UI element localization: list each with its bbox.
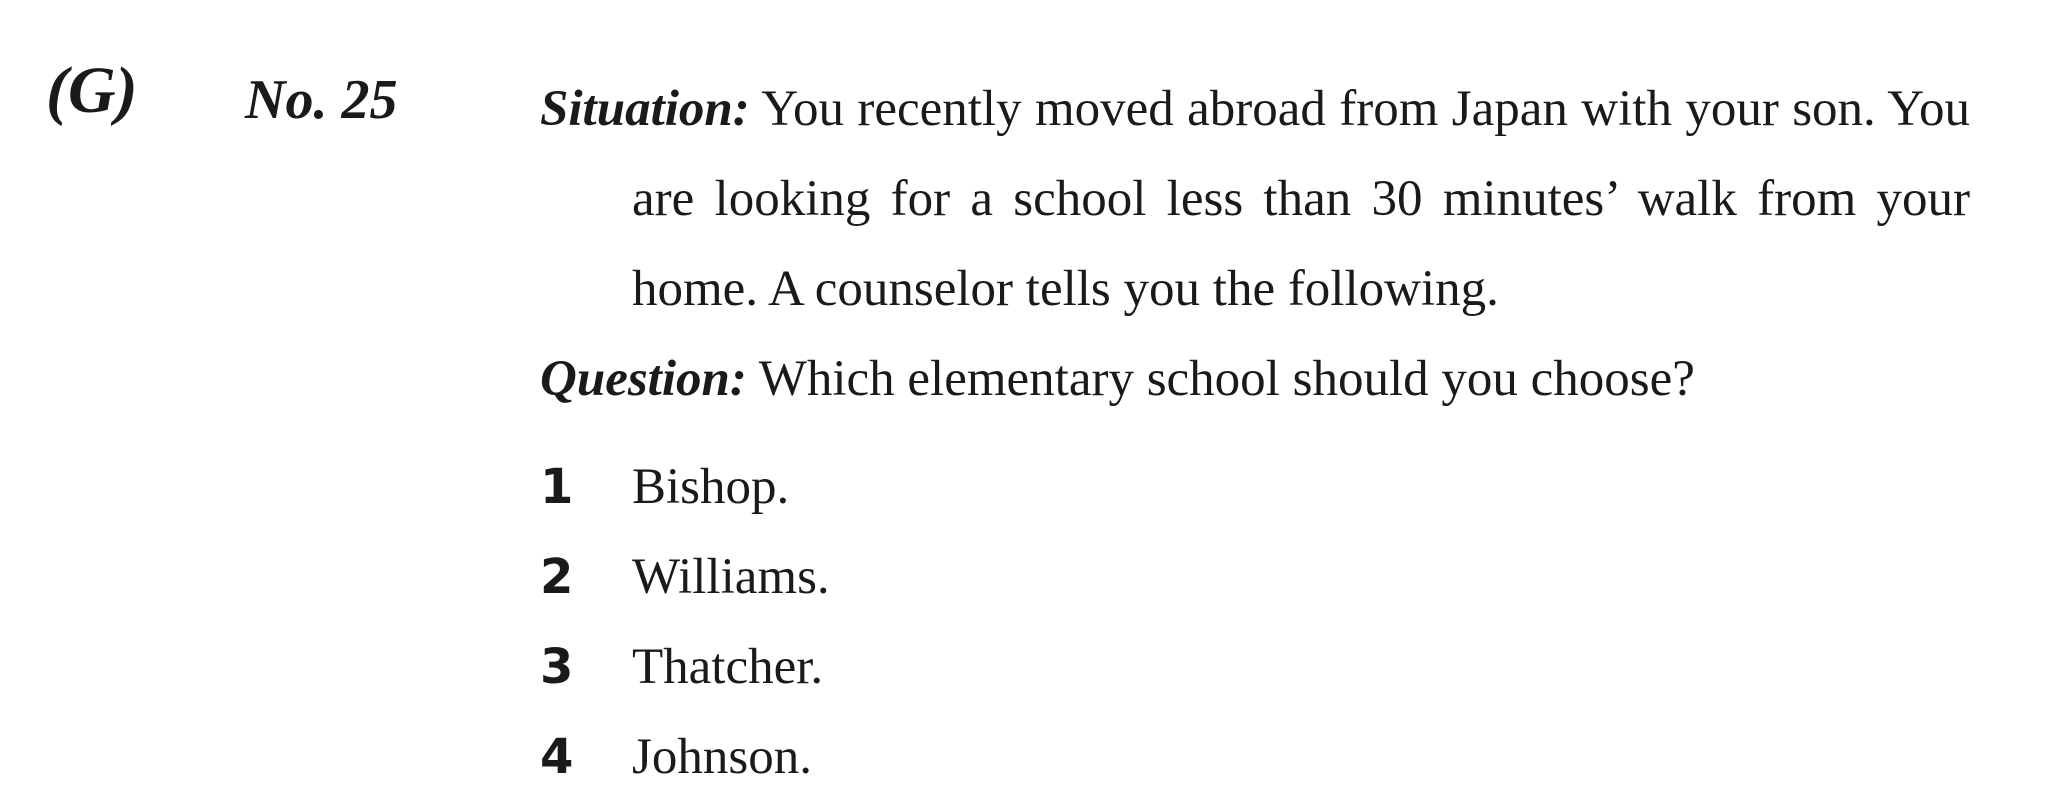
choice-text: Thatcher. [632, 639, 824, 695]
question-paragraph [540, 334, 1970, 424]
section-label: (G) [46, 54, 138, 127]
situation-label: Situation: [540, 81, 750, 137]
choice-number: 3 [540, 639, 574, 695]
choice-number: 4 [540, 729, 574, 785]
question-text: Which elementary school should you choose? [758, 351, 1695, 407]
answer-choice[interactable] [540, 532, 1970, 622]
question-block [540, 64, 1970, 802]
question-label: Question: [540, 351, 747, 407]
answer-choice[interactable] [540, 442, 1970, 532]
choice-number: 1 [540, 459, 574, 515]
answer-choices [540, 442, 1970, 802]
choice-text: Johnson. [632, 729, 812, 785]
situation-text: You recently moved abroad from Japan with your son. You are looking for a school less than 30 minutes’ walk from your home. A counselor tells you the following. [632, 81, 1970, 317]
answer-choice[interactable] [540, 622, 1970, 712]
choice-number: 2 [540, 549, 574, 605]
choice-text: Williams. [632, 549, 830, 605]
situation-paragraph [540, 64, 1970, 334]
choice-text: Bishop. [632, 459, 790, 515]
answer-choice[interactable] [540, 712, 1970, 802]
question-number: No. 25 [245, 69, 398, 131]
